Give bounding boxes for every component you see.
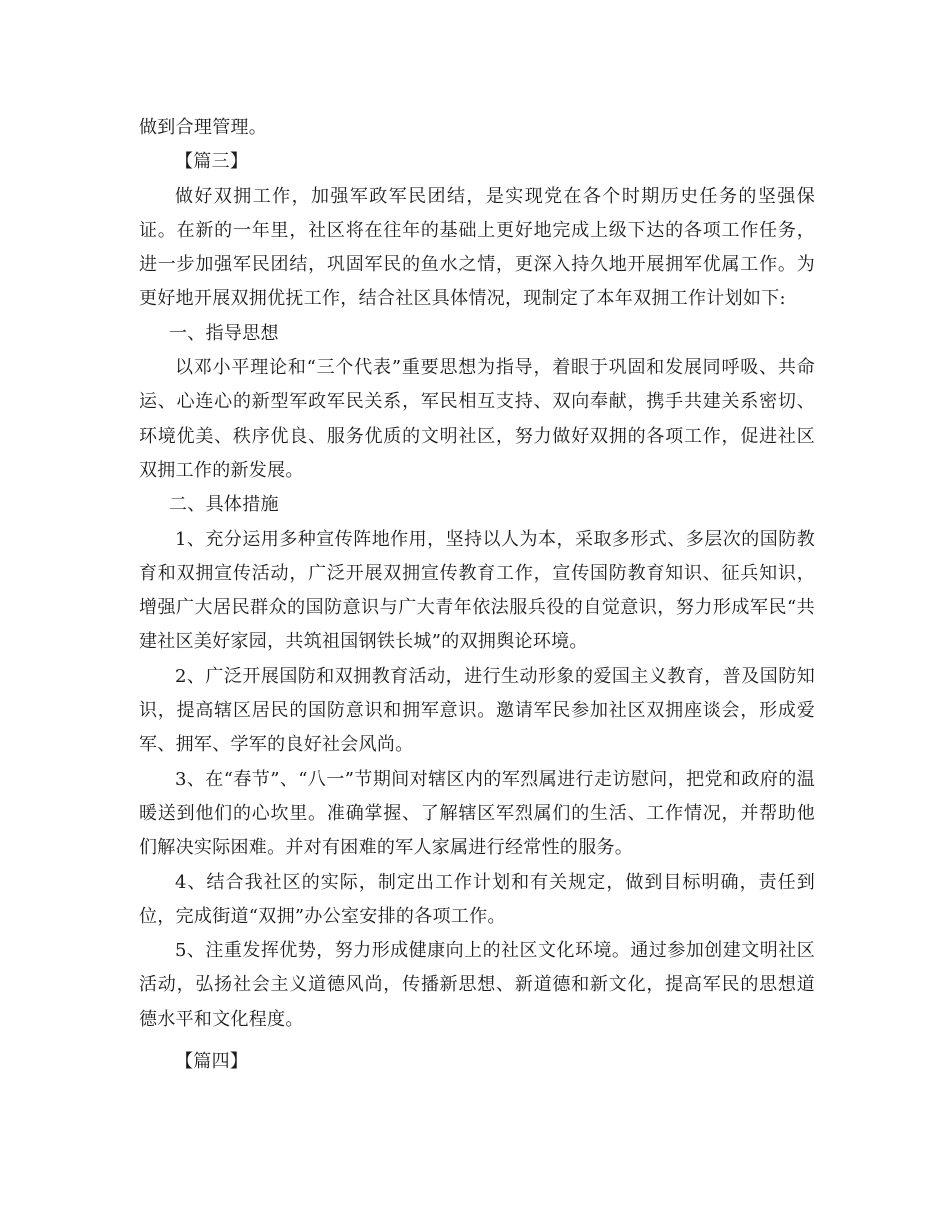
measure-item-1: 1、充分运用多种宣传阵地作用，坚持以人为本，采取多形式、多层次的国防教育和双拥宣传活动，广泛开展双拥宣传教育工作，宣传国防教育知识、征兵知识，增强广大居民群众的国防意识与广大青年依法服兵役的自觉意识，努力形成军民“共建社区美好家园，共筑祖国钢铁长城”的双拥舆论环境。 — [139, 528, 815, 653]
measure-item-4: 4、结合我社区的实际，制定出工作计划和有关规定，做到目标明确，责任到位，完成街道“双拥”办公室安排的各项工作。 — [139, 871, 815, 927]
measure-item-2: 2、广泛开展国防和双拥教育活动，进行生动形象的爱国主义教育，普及国防知识，提高辖区居民的国防意识和拥军意识。邀请军民参加社区双拥座谈会，形成爱军、拥军、学军的良好社会风尚。 — [139, 665, 815, 756]
heading-guiding-thought: 一、指导思想 — [169, 322, 279, 344]
intro-paragraph: 做好双拥工作，加强军政军民团结，是实现党在各个时期历史任务的坚强保证。在新的一年里，社区将在往年的基础上更好地完成上级下达的各项工作任务，进一步加强军民团结，巩固军民的鱼水之情，更深入持久地开展拥军优属工作。为更好地开展双拥优抚工作，结合社区具体情况，现制定了本年双拥工作计划如下: — [139, 185, 815, 310]
section-title-4: 【篇四】 — [175, 1051, 249, 1073]
continuation-text: 做到合理管理。 — [139, 117, 268, 138]
heading-measures: 二、具体措施 — [169, 494, 279, 516]
document-body — [139, 111, 815, 1079]
section-title-3: 【篇三】 — [175, 151, 249, 173]
measure-item-5: 5、注重发挥优势，努力形成健康向上的社区文化环境。通过参加创建文明社区活动，弘扬社会主义道德风尚，传播新思想、新道德和新文化，提高军民的思想道德水平和文化程度。 — [139, 940, 815, 1030]
guiding-paragraph: 以邓小平理论和“三个代表”重要思想为指导，着眼于巩固和发展同呼吸、共命运、心连心的新型军政军民关系，军民相互支持、双向奉献，携手共建关系密切、环境优美、秩序优良、服务优质的文明社区，努力做好双拥的各项工作，促进社区双拥工作的新发展。 — [139, 357, 815, 481]
measure-item-3: 3、在“春节”、“八一”节期间对辖区内的军烈属进行走访慰问，把党和政府的温暖送到他们的心坎里。准确掌握、了解辖区军烈属们的生活、工作情况，并帮助他们解决实际困难。并对有困难的军人家属进行经常性的服务。 — [139, 768, 815, 859]
